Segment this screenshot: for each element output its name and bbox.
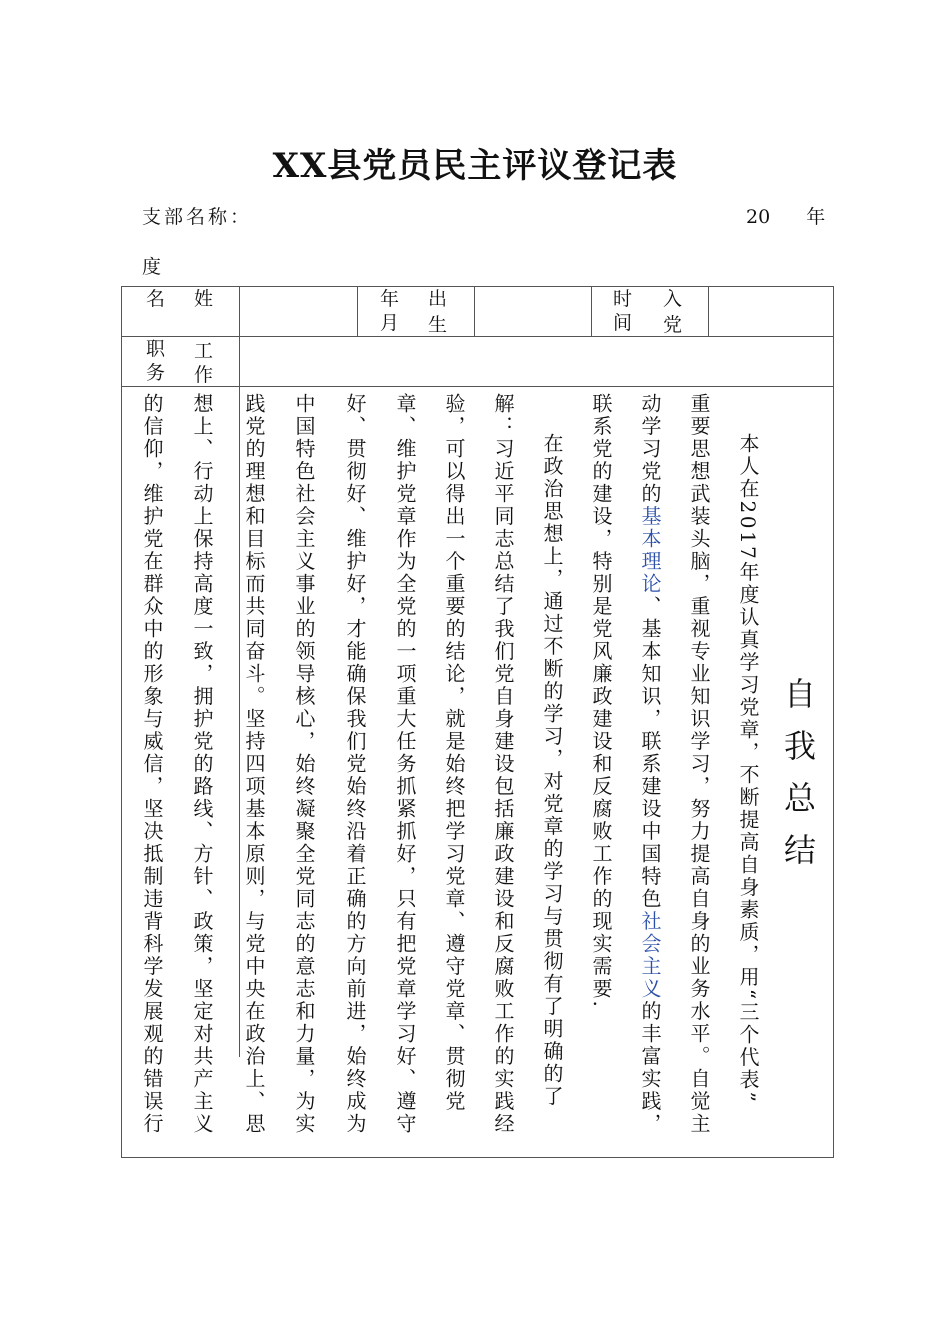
summary-column: 的信仰，维护党在群众中的形象与威信，坚决抵制违背科学发展观的错误行 (140, 393, 164, 1136)
form-title: XX县党员民主评议登记表 (272, 146, 678, 186)
summary-text: 、基本知识，联系建设中国特色 (638, 595, 662, 911)
self-summary-heading: 自我总结 (779, 677, 817, 885)
year-tail: 度 (142, 256, 162, 278)
summary-column: 章、维护党章作为全党的一项重大任务抓紧抓好，只有把党章学习好、遵守 (393, 393, 417, 1136)
year-suffix: 年 (806, 206, 826, 228)
summary-text: 动学习党的 (638, 393, 662, 506)
name-value[interactable] (262, 289, 352, 334)
col-divider (474, 287, 475, 336)
join-value[interactable] (732, 289, 822, 334)
year-field (746, 202, 825, 229)
summary-link[interactable]: 社会主义 (638, 910, 662, 1001)
job-label-c: 务 (146, 362, 166, 384)
col-divider (591, 287, 592, 336)
birth-value[interactable] (497, 289, 587, 334)
birth-label-c: 月 (380, 312, 400, 334)
registration-table (121, 286, 834, 1158)
summary-column: 想上、行动上保持高度一致，拥护党的路线、方针、政策，坚定对共产主义 (190, 393, 214, 1136)
branch-name-label: 支部名称： (142, 206, 253, 228)
summary-column: 联系党的建设，特别是党风廉政建设和反腐败工作的现实需要. (589, 393, 613, 1010)
summary-link[interactable]: 基本理论 (638, 505, 662, 596)
job-label-b: 工 (194, 340, 214, 362)
birth-label-b: 出 (428, 288, 448, 310)
join-label-c: 间 (613, 312, 633, 334)
birth-label-a: 年 (380, 288, 400, 310)
job-label-d: 作 (194, 364, 214, 386)
summary-column: 践党的理想和目标而共同奋斗。坚持四项基本原则，与党中央在政治上、思 (242, 393, 266, 1136)
name-label-b: 姓 (194, 288, 214, 310)
year-prefix: 20 (746, 206, 771, 228)
col-divider (708, 287, 709, 336)
summary-column: 本人在2017年度认真学习党章，不断提高自身素质，用“三个代表” (736, 433, 760, 1105)
self-summary-area (122, 387, 833, 1157)
birth-label-d: 生 (428, 314, 448, 336)
summary-column: 验，可以得出一个重要的结论，就是始终把学习党章、遵守党章、贯彻党 (442, 393, 466, 1113)
summary-column: 解：习近平同志总结了我们党自身建设包括廉政建设和反腐败工作的实践经 (491, 393, 515, 1136)
job-value[interactable] (262, 339, 822, 384)
summary-column: 中国特色社会主义事业的领导核心，始终凝聚全党同志的意志和力量，为实 (292, 393, 316, 1136)
summary-column: 重要思想武装头脑，重视专业知识学习，努力提高自身的业务水平。自觉主 (687, 393, 711, 1136)
summary-column (636, 393, 664, 1136)
join-label-d: 党 (663, 314, 683, 336)
col-divider (357, 287, 358, 336)
summary-column: 在政治思想上，通过不断的学习，对党章的学习与贯彻有了明确的了 (540, 433, 564, 1108)
summary-column: 好、贯彻好、维护好，才能确保我们党始终沿着正确的方向前进，始终成为 (343, 393, 367, 1136)
join-label-b: 入 (663, 288, 683, 310)
job-label-a: 职 (146, 338, 166, 360)
name-label-a: 名 (146, 288, 166, 310)
join-label-a: 时 (613, 288, 633, 310)
summary-text: 的丰富实践， (638, 1000, 662, 1136)
row-divider (122, 336, 833, 337)
